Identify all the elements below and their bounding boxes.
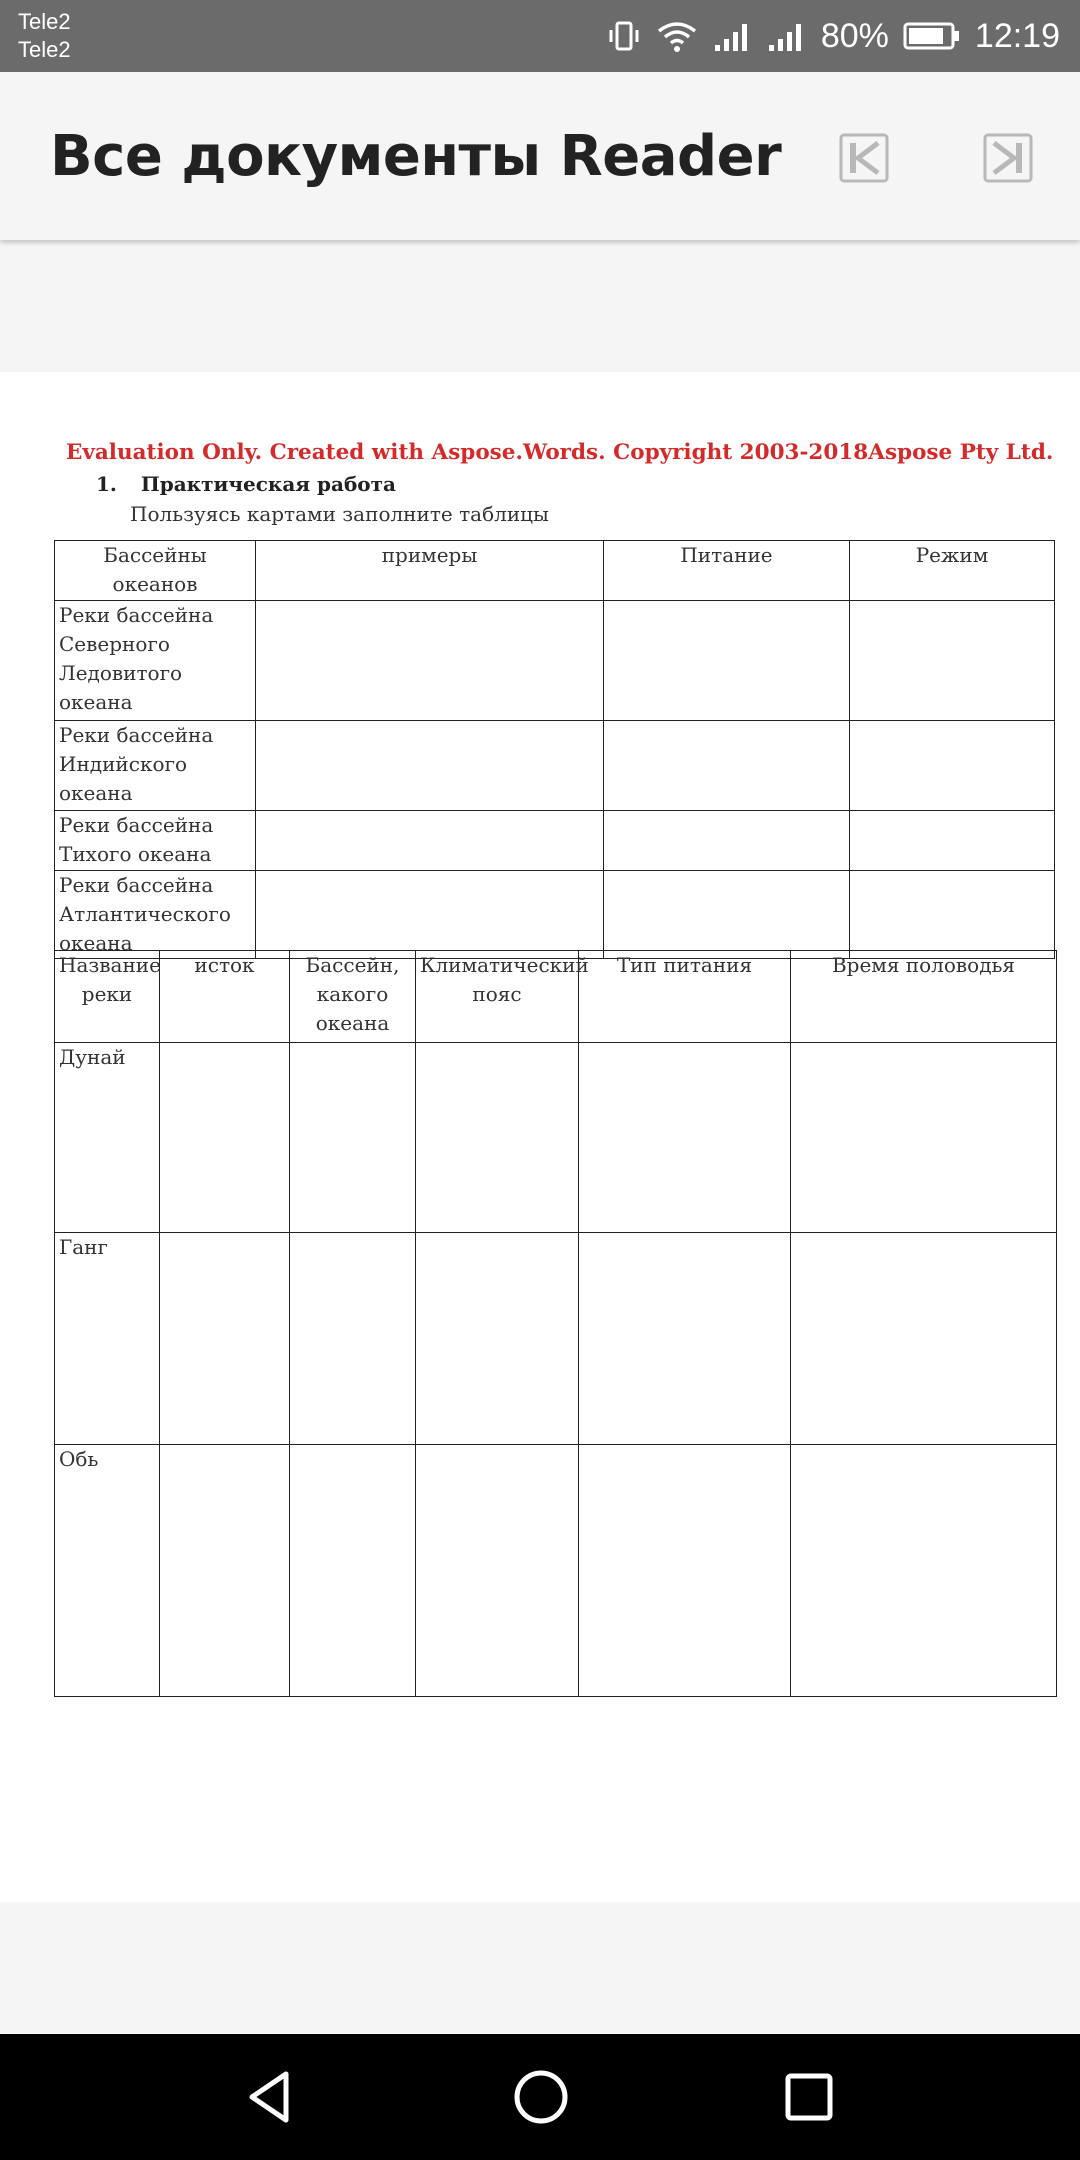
table-header-cell: Время половодья <box>791 951 1057 1043</box>
empty-cell <box>604 721 850 811</box>
empty-cell <box>160 1233 290 1445</box>
back-button[interactable] <box>238 2064 304 2130</box>
next-document-button[interactable] <box>980 130 1036 186</box>
wifi-icon <box>655 19 699 53</box>
signal-icon <box>713 19 753 53</box>
row-label-cell: Реки бассейна Атлантического океана <box>55 871 256 959</box>
battery-percent: 80% <box>820 16 889 55</box>
empty-cell <box>416 1445 579 1697</box>
table-header-cell: Режим <box>850 541 1055 601</box>
empty-cell <box>579 1445 791 1697</box>
rivers-table <box>54 950 1057 1697</box>
empty-cell <box>791 1233 1057 1445</box>
empty-cell <box>850 721 1055 811</box>
section-heading <box>96 472 396 496</box>
previous-document-button[interactable] <box>836 130 892 186</box>
row-label-cell: Реки бассейна Индийского океана <box>55 721 256 811</box>
empty-cell <box>256 601 604 721</box>
recents-button[interactable] <box>776 2064 842 2130</box>
empty-cell <box>290 1445 416 1697</box>
table-header-row <box>55 951 1057 1043</box>
row-label-cell: Дунай <box>55 1043 160 1233</box>
empty-cell <box>604 811 850 871</box>
table-row <box>55 1043 1057 1233</box>
signal-icon <box>767 19 807 53</box>
table-header-cell: примеры <box>256 541 604 601</box>
clock: 12:19 <box>974 16 1060 55</box>
row-label-cell: Обь <box>55 1445 160 1697</box>
empty-cell <box>256 721 604 811</box>
empty-cell <box>604 871 850 959</box>
recents-square-icon <box>776 2117 842 2134</box>
table-header-cell: Климатический пояс <box>416 951 579 1043</box>
empty-cell <box>290 1233 416 1445</box>
empty-cell <box>256 871 604 959</box>
empty-cell <box>416 1233 579 1445</box>
empty-cell <box>791 1445 1057 1697</box>
document-page[interactable] <box>0 372 1080 1902</box>
skip-previous-icon <box>836 173 892 190</box>
home-circle-icon <box>508 2117 574 2134</box>
row-label-cell: Ганг <box>55 1233 160 1445</box>
empty-cell <box>791 1043 1057 1233</box>
heading-number: 1. <box>96 472 117 496</box>
empty-cell <box>160 1043 290 1233</box>
carrier-2: Tele2 <box>18 37 71 62</box>
row-label-cell: Реки бассейна Северного Ледовитого океана <box>55 601 256 721</box>
table-header-cell: Бассейны океанов <box>55 541 256 601</box>
table-row <box>55 811 1055 871</box>
empty-cell <box>850 871 1055 959</box>
table-header-row <box>55 541 1055 601</box>
table-header-cell: исток <box>160 951 290 1043</box>
empty-cell <box>256 811 604 871</box>
empty-cell <box>416 1043 579 1233</box>
skip-next-icon <box>980 173 1036 190</box>
vibrate-icon <box>607 19 641 53</box>
empty-cell <box>290 1043 416 1233</box>
instruction-text: Пользуясь картами заполните таблицы <box>130 502 549 526</box>
empty-cell <box>850 811 1055 871</box>
table-row <box>55 601 1055 721</box>
app-title: Все документы Reader <box>50 124 782 189</box>
empty-cell <box>850 601 1055 721</box>
table-row <box>55 1445 1057 1697</box>
table-row <box>55 1233 1057 1445</box>
ocean-basins-table <box>54 540 1055 959</box>
table-header-cell: Тип питания <box>579 951 791 1043</box>
table-row <box>55 871 1055 959</box>
battery-icon <box>903 21 961 51</box>
system-nav-bar <box>0 2034 1080 2160</box>
empty-cell <box>579 1043 791 1233</box>
status-bar <box>0 0 1080 72</box>
table-header-cell: Питание <box>604 541 850 601</box>
empty-cell <box>160 1445 290 1697</box>
empty-cell <box>579 1233 791 1445</box>
home-button[interactable] <box>508 2064 574 2130</box>
app-bar <box>0 72 1080 240</box>
table-header-cell: Бассейн, какого океана <box>290 951 416 1043</box>
table-header-cell: Название реки <box>55 951 160 1043</box>
table-row <box>55 721 1055 811</box>
carrier-1: Tele2 <box>18 9 71 34</box>
back-triangle-icon <box>238 2117 304 2134</box>
status-icons <box>607 0 1060 72</box>
empty-cell <box>604 601 850 721</box>
heading-text: Практическая работа <box>140 472 396 496</box>
carrier-labels <box>18 8 71 64</box>
evaluation-watermark: Evaluation Only. Created with Aspose.Words. Copyright 2003-2018Aspose Pty Ltd. <box>66 440 1054 465</box>
row-label-cell: Реки бассейна Тихого океана <box>55 811 256 871</box>
